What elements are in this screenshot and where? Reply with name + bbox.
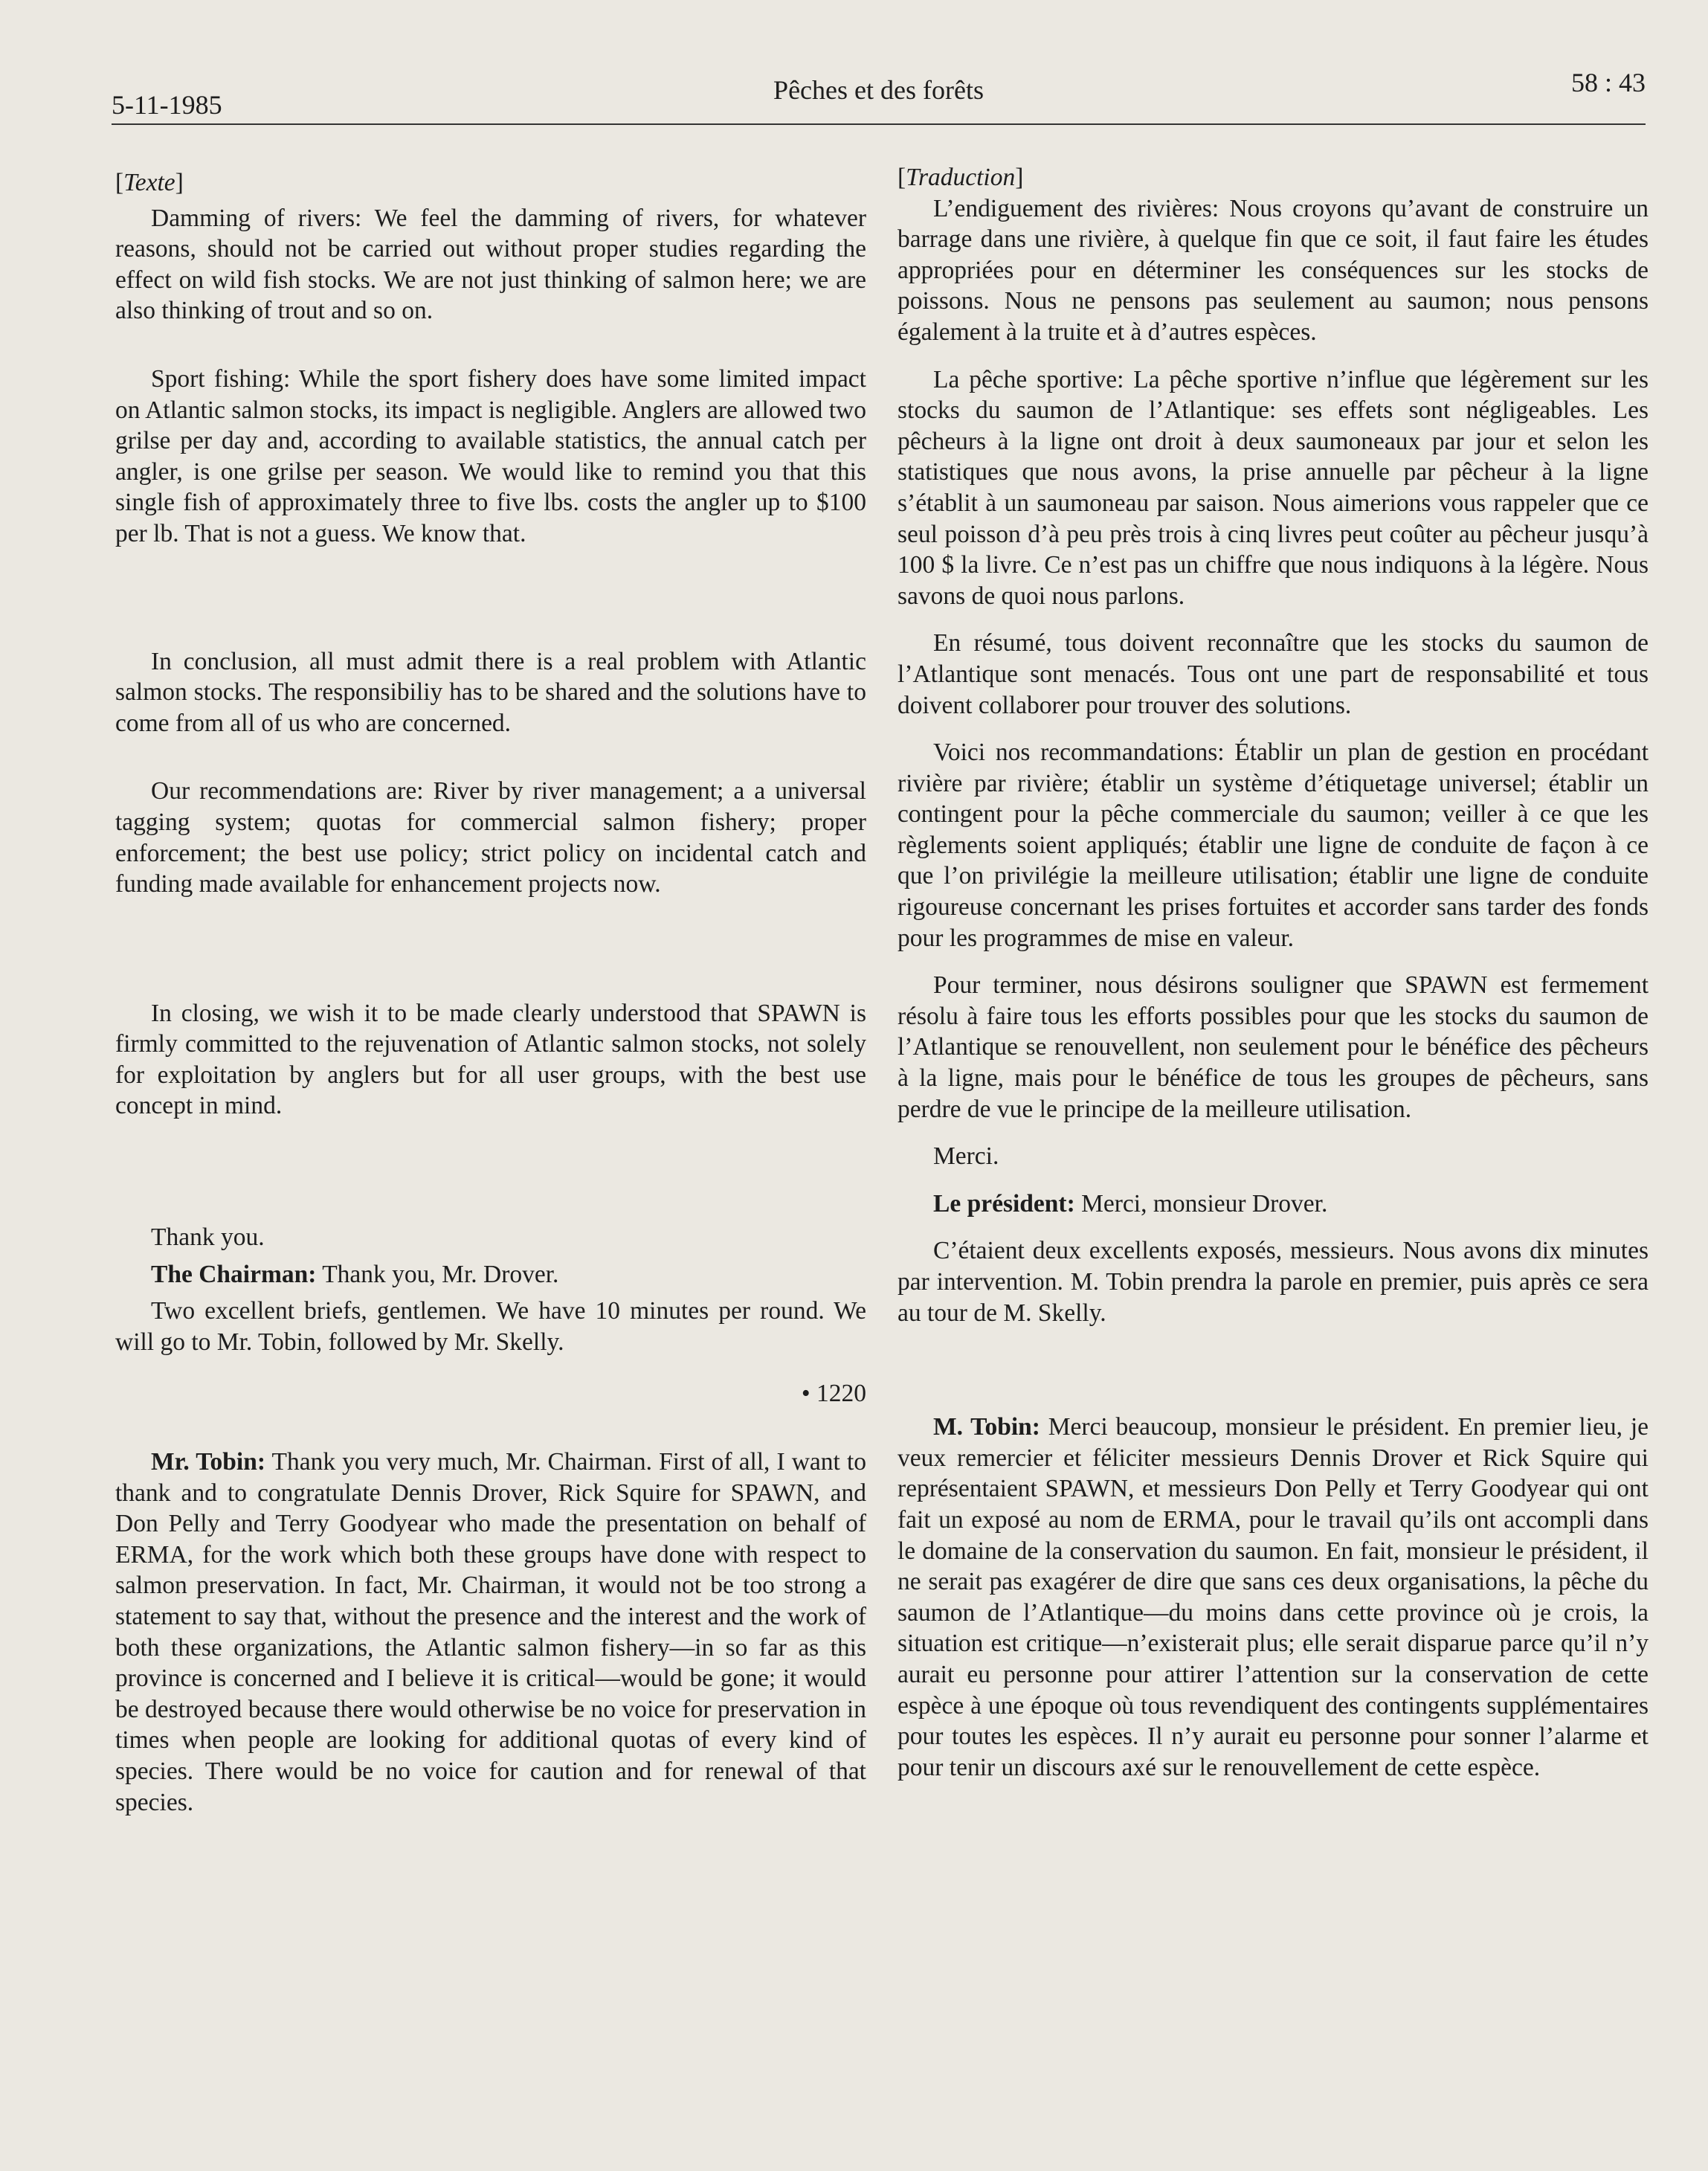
speaker-name: Le président: [933, 1189, 1075, 1218]
paragraph-tobin: Mr. Tobin: Thank you very much, Mr. Chairman. First of all, I want to thank and to congratulate Dennis Drover, Rick Squire for SPAWN, and Don Pelly and Terry Goodyear who made the presentation on behalf of ERMA, for the work which both these groups have done with respect to salmon preservation. In fact, Mr. Chairman, it would not be too strong a statement to say that, without the presence and the interest and the work of both these organizations, the Atlantic salmon fishery—in so far as this province is concerned and I believe it is critical—would be gone; it would be destroyed because there would otherwise be no voice for preservation in times when people are looking for additional quotas of every kind of species. There would be no voice for caution and for renewal of that species. [115, 1448, 866, 1816]
column-label-text: [Texte] [115, 169, 184, 196]
paragraph-merci: Merci. [933, 1142, 999, 1171]
header-rule [112, 123, 1646, 125]
speaker-name: The Chairman: [151, 1260, 317, 1288]
paragraph-tobin-fr: M. Tobin: Merci beaucoup, monsieur le président. En premier lieu, je veux remercier et féliciter messieurs Dennis Drover et Rick Squire qui représentaient SPAWN, et messieurs Don Pelly et Terry Goodyear qui ont fait un exposé au nom de ERMA, pour le travail qu’ils ont accompli dans le domaine de la conservation du saumon. En fait, monsieur le président, il ne serait pas exagérer de dire que sans ces deux organisations, la pêche du saumon de l’Atlantique—du moins dans cette province où je crois, la situation est critique—n’existerait plus; elle serait disparue parce qu’il n’y aurait eu personne pour attirer l’attention sur la conservation de cette espèce à une époque où tous revendiquent des contingents supplémentaires pour toutes les espèces. Il n’y aurait eu personne pour sonner l’alarme et pour tenir un discours axé sur le renouvellement de cette espèce. [897, 1413, 1649, 1781]
paragraph-chairman: The Chairman: Thank you, Mr. Drover. [151, 1260, 559, 1288]
page-header [112, 67, 1646, 126]
paragraph-closing: In closing, we wish it to be made clearly understood that SPAWN is firmly committed to the rejuvenation of Atlantic salmon stocks, not solely for exploitation by anglers but for all user groups, with the best use concept in mind. [115, 999, 866, 1120]
paragraph-damming: Damming of rivers: We feel the damming of rivers, for whatever reasons, should not be carried out without proper studies regarding the effect on wild fish stocks. We are not just thinking of salmon here; we are also thinking of trout and so on. [115, 204, 866, 325]
paragraph-terminer: Pour terminer, nous désirons souligner que SPAWN est fermement résolu à faire tous les efforts possibles pour que les stocks du saumon de l’Atlantique se renouvellent, non seulement pour le bénéfice des pêcheurs à la ligne, mais pour le bénéfice de tous les groupes de pêcheurs, sans perdre de vue le principe de la meilleure utilisation. [897, 971, 1649, 1123]
french-column [897, 162, 1649, 1783]
english-column [115, 162, 866, 1818]
paragraph-thank-you: Thank you. [151, 1223, 265, 1252]
speaker-name: Mr. Tobin: [151, 1448, 266, 1476]
paragraph-president: Le président: Merci, monsieur Drover. [933, 1189, 1328, 1218]
column-label-translation: [Traduction] [897, 164, 1024, 191]
time-marker: • 1220 [801, 1380, 866, 1408]
header-page-number: 58 : 43 [1570, 68, 1646, 97]
paragraph-recommendations: Our recommendations are: River by river management; a a universal tagging system; quotas for commercial salmon fishery; proper enforcement; the best use policy; strict policy on incidental catch and funding made available for enhancement projects now. [115, 777, 866, 898]
paragraph-resume: En résumé, tous doivent reconnaître que les stocks du saumon de l’Atlantique sont menacés. Tous ont une part de responsabilité et tous doivent collaborer pour trouver des solutions. [897, 629, 1649, 719]
paragraph-exposes: C’étaient deux excellents exposés, messieurs. Nous avons dix minutes par intervention. M. Tobin prendra la parole en premier, puis après ce sera au tour de M. Skelly. [897, 1237, 1649, 1327]
paragraph-excellent-briefs: Two excellent briefs, gentlemen. We have 10 minutes per round. We will go to Mr. Tobin, followed by Mr. Skelly. [115, 1297, 866, 1356]
paragraph-peche-sportive: La pêche sportive: La pêche sportive n’influe que légèrement sur les stocks du saumon de l’Atlantique: ses effets sont négligeables. Les pêcheurs à la ligne ont droit à deux saumoneaux par jour et selon les statistiques que nous avons, la prise annuelle par pêcheur à la ligne s’établit à un saumoneau par saison. Nous aimerions vous rappeler que ce seul poisson d’à peu près trois à cinq livres peut coûter au pêcheur jusqu’à 100 $ la livre. Ce n’est pas un chiffre que nous indiquons à la légère. Nous savons de quoi nous parlons. [897, 365, 1649, 610]
speaker-name: M. Tobin: [933, 1413, 1040, 1441]
paragraph-sport-fishing: Sport fishing: While the sport fishery does have some limited impact on Atlantic salmon stocks, its impact is negligible. Anglers are allowed two grilse per day and, according to available statistics, the annual catch per angler, is one grilse per season. We would like to remind you that this single fish of approximately three to five lbs. costs the angler up to $100 per lb. That is not a guess. We know that. [115, 364, 866, 547]
paragraph-recommandations: Voici nos recommandations: Établir un plan de gestion en procédant rivière par rivière; établir un système d’étiquetage universel; établir un contingent pour la pêche commerciale du saumon; veiller à ce que les règlements soient appliqués; établir une ligne de conduite de façon à ce que l’on privilégie la meilleure utilisation; établir une ligne de conduite rigoureuse concernant les prises fortuites et accorder sans tarder des fonds pour les programmes de mise en valeur. [897, 739, 1649, 952]
paragraph-endiguement: L’endiguement des rivières: Nous croyons qu’avant de construire un barrage dans une rivière, à quelque fin que ce soit, il faut faire les études appropriées pour en déterminer les conséquences sur les stocks de poissons. Nous ne pensons pas seulement au saumon; nous pensons également à la truite et à d’autres espèces. [897, 194, 1649, 346]
header-date: 5-11-1985 [112, 90, 222, 120]
header-title: Pêches et des forêts [773, 75, 984, 105]
paragraph-conclusion: In conclusion, all must admit there is a real problem with Atlantic salmon stocks. The responsibiliy has to be shared and the solutions have to come from all of us who are concerned. [115, 647, 866, 737]
